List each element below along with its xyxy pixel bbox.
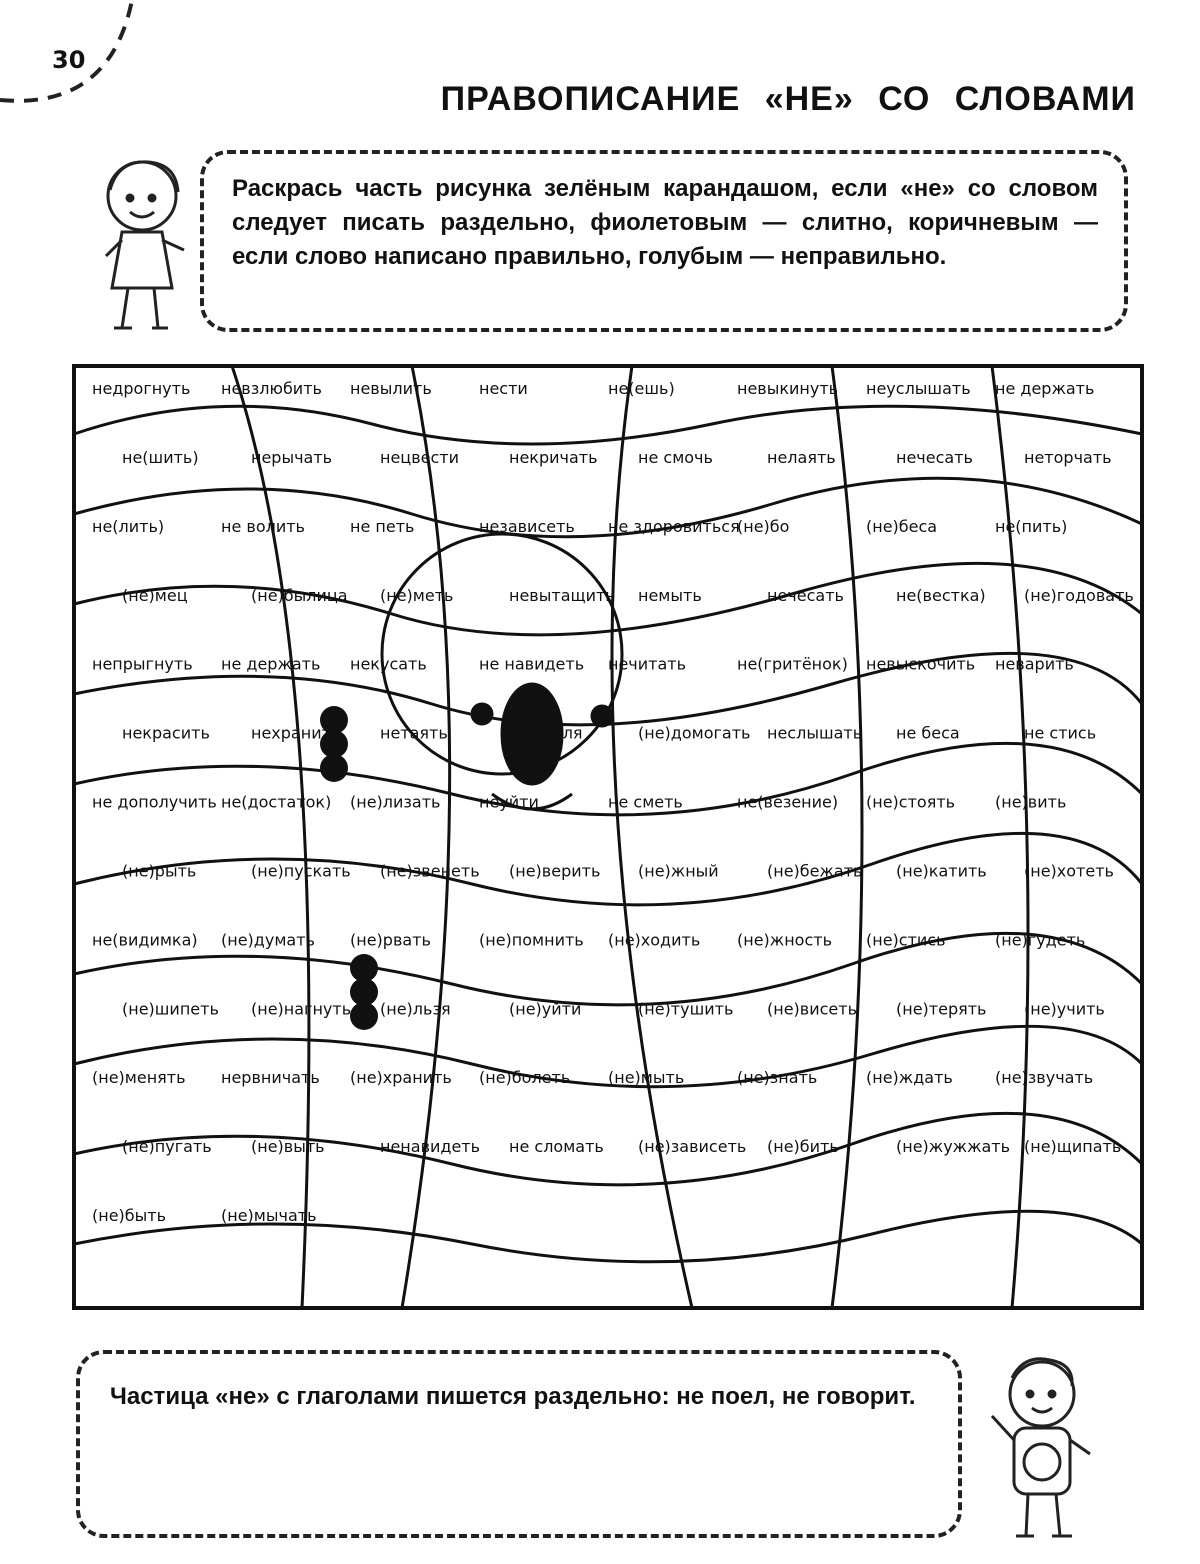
puzzle-word: (не)домогать — [638, 723, 751, 743]
instruction-text: Раскрась часть рисунка зелёным карандашом, если «не» со словом следует писать раздельно, фиолетовым — слитно, коричневым — если слово написано правильно, голубым — неправильно. — [232, 175, 1098, 270]
puzzle-word: нечитать — [608, 654, 687, 674]
puzzle-word: не стись — [1024, 723, 1097, 743]
puzzle-word: неуйти — [479, 792, 539, 812]
puzzle-word: (не)рвать — [350, 930, 431, 950]
puzzle-word: невылить — [350, 379, 432, 398]
puzzle-word: не(ешь) — [608, 379, 675, 398]
puzzle-word: не дополучить — [92, 792, 217, 812]
puzzle-word: не держать — [995, 379, 1095, 398]
puzzle-word: (не)вить — [995, 792, 1067, 812]
puzzle-word: не навидеть — [479, 654, 585, 674]
puzzle-word: (не)меть — [380, 585, 454, 605]
puzzle-word: неуслышать — [866, 379, 971, 398]
puzzle-word: (не)жный — [638, 861, 719, 881]
puzzle-word: (не)болеть — [479, 1068, 571, 1088]
puzzle-word: не(пить) — [995, 516, 1068, 536]
puzzle-word: (не)пугать — [122, 1137, 212, 1157]
puzzle-word: не(лить) — [92, 516, 165, 536]
puzzle-word: (не)бежать — [767, 861, 863, 881]
puzzle-word: не держать — [221, 654, 321, 674]
puzzle-word: (не)катить — [896, 861, 987, 881]
puzzle-word: (не)пускать — [251, 861, 351, 881]
puzzle-word: (не)мыть — [608, 1068, 685, 1088]
puzzle-word: (не)бить — [767, 1137, 839, 1157]
puzzle-word: нетаять — [380, 723, 448, 743]
puzzle-word: (не)тушить — [638, 999, 734, 1019]
puzzle-word: (не)лизать — [350, 792, 441, 812]
coloring-puzzle — [72, 364, 1144, 1310]
puzzle-word: невыкинуть — [737, 379, 839, 398]
puzzle-word: (не)бо — [737, 516, 790, 536]
puzzle-word: (не)учить — [1024, 999, 1105, 1019]
puzzle-word: неварить — [995, 654, 1074, 674]
rule-note-text: Частица «не» с глаголами пишется раздельно: не поел, не говорит. — [110, 1383, 916, 1410]
boy-illustration-icon — [980, 1350, 1100, 1550]
puzzle-word: (не)хранить — [350, 1068, 452, 1088]
puzzle-word: не сломать — [509, 1137, 604, 1157]
puzzle-word: (не)мец — [122, 585, 188, 605]
puzzle-word: непрыгнуть — [92, 654, 193, 674]
puzzle-word: (не)жужжать — [896, 1137, 1011, 1157]
puzzle-word: нести — [479, 379, 528, 398]
puzzle-word: (не)звенеть — [380, 861, 480, 881]
puzzle-word: нехранить — [251, 723, 341, 743]
puzzle-word: (не)былица — [251, 585, 348, 605]
puzzle-word: некричать — [509, 447, 598, 467]
puzzle-word: не(шить) — [122, 447, 199, 467]
puzzle-word: (не)менять — [92, 1068, 186, 1088]
puzzle-word: (не)ждать — [866, 1068, 953, 1088]
puzzle-word: не(вестка) — [896, 585, 986, 605]
puzzle-word: (не)деля — [509, 723, 583, 743]
puzzle-word: (не)верить — [509, 861, 601, 881]
puzzle-word: (не)быть — [92, 1206, 167, 1226]
page-title: ПРАВОПИСАНИЕ «НЕ» СО СЛОВАМИ — [440, 80, 1136, 118]
puzzle-word: невытащить — [509, 585, 615, 605]
puzzle-word: нецвести — [380, 447, 459, 467]
puzzle-word: (не)звучать — [995, 1068, 1094, 1088]
page-number: 30 — [52, 46, 86, 74]
puzzle-word: (не)хотеть — [1024, 861, 1114, 881]
puzzle-word: нерычать — [251, 447, 333, 467]
puzzle-word: не(везение) — [737, 792, 839, 812]
puzzle-word: нечесать — [767, 585, 844, 605]
puzzle-word: (не)уйти — [509, 999, 582, 1019]
puzzle-word: (не)нагнуть — [251, 999, 352, 1019]
puzzle-word: (не)годовать — [1024, 585, 1134, 605]
puzzle-word: не(гритёнок) — [737, 654, 848, 674]
puzzle-word: (не)знать — [737, 1068, 818, 1088]
puzzle-word: не сметь — [608, 792, 683, 812]
puzzle-word: (не)льзя — [380, 999, 451, 1019]
puzzle-word: не волить — [221, 516, 305, 536]
puzzle-word: (не)стись — [866, 930, 946, 950]
puzzle-word: (не)щипать — [1024, 1137, 1122, 1157]
puzzle-word: (не)ходить — [608, 930, 701, 950]
puzzle-word: (не)терять — [896, 999, 987, 1019]
puzzle-word: (не)выть — [251, 1137, 325, 1157]
puzzle-word: не петь — [350, 516, 415, 536]
puzzle-word: некусать — [350, 654, 427, 674]
puzzle-word: недрогнуть — [92, 379, 191, 398]
puzzle-word: нечесать — [896, 447, 973, 467]
puzzle-word: не смочь — [638, 447, 713, 467]
puzzle-word: не(видимка) — [92, 930, 198, 950]
puzzle-word: не беса — [896, 723, 960, 743]
puzzle-word: (не)зависеть — [638, 1137, 747, 1157]
rule-note-box — [76, 1350, 962, 1538]
girl-illustration-icon — [88, 152, 198, 342]
puzzle-word: (не)беса — [866, 516, 938, 536]
puzzle-word: (не)висеть — [767, 999, 858, 1019]
puzzle-word: независеть — [479, 516, 575, 536]
puzzle-word: нервничать — [221, 1068, 320, 1088]
puzzle-word: не(достаток) — [221, 792, 332, 812]
puzzle-word: некрасить — [122, 723, 210, 743]
puzzle-word: (не)рыть — [122, 861, 197, 881]
puzzle-word: (не)жность — [737, 930, 832, 950]
puzzle-word: (не)думать — [221, 930, 315, 950]
puzzle-word: неторчать — [1024, 447, 1112, 467]
puzzle-word: (не)помнить — [479, 930, 584, 950]
puzzle-word: (не)шипеть — [122, 999, 219, 1019]
puzzle-word: нелаять — [767, 447, 836, 467]
puzzle-word: немыть — [638, 585, 702, 605]
puzzle-word: невыскочить — [866, 654, 976, 674]
puzzle-word: (не)мычать — [221, 1206, 317, 1226]
puzzle-word: ненавидеть — [380, 1137, 481, 1157]
puzzle-word: (не)стоять — [866, 792, 956, 812]
puzzle-word: невзлюбить — [221, 379, 322, 398]
puzzle-word: (не)гудеть — [995, 930, 1086, 950]
puzzle-word: не здоровиться — [608, 516, 740, 536]
puzzle-word: неслышать — [767, 723, 863, 743]
